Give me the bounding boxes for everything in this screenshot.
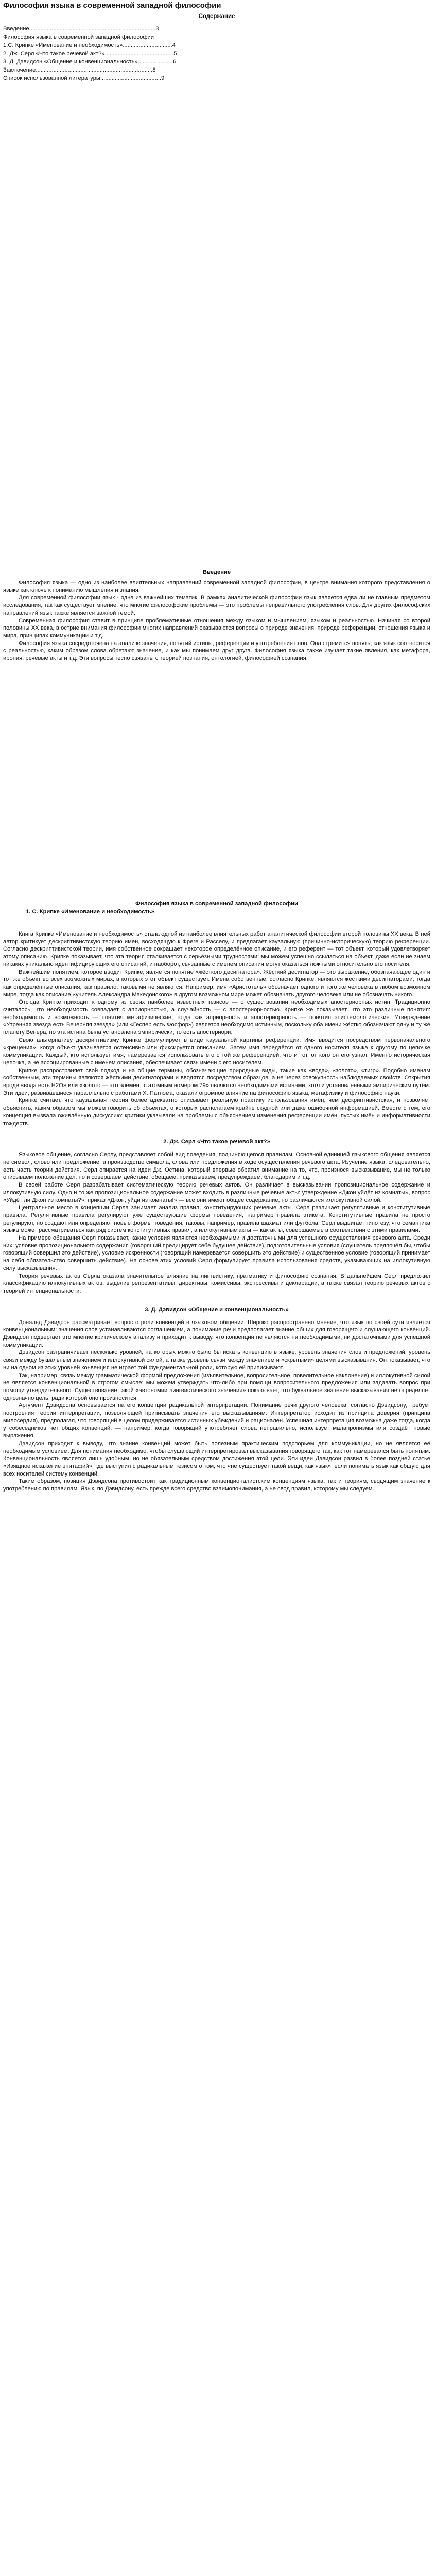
main-section (3, 901, 430, 1493)
toc-heading: Содержание (198, 13, 235, 20)
toc-entry: Философия языка в современной западной философии (3, 34, 154, 40)
paragraph: На примере обещания Серл показывает, какие условия являются необходимыми и достаточными для успешного осуществления речевого акта. Среди них: условие пропозиционального содержания (говорящий предицирует себе будущее действие), подготовительные условия (слушатель предпочёл бы, чтобы говорящий совершил это действие), условие искренности (говорящий намеревается совершить это действие) и существенное условие (говорящий принимает на себя обязательство совершить действие). На основе этих условий Серл формулирует правила использования средств, указывающих на иллокутивную силу высказывания. (3, 1235, 430, 1272)
intro-body (3, 579, 430, 663)
section-1-heading: 1. С. Крипке «Именование и необходимость» (26, 909, 154, 915)
paragraph: Свою альтернативу дескриптивизму Крипке формулирует в виде каузальной картины референции. Имя вводится посредством первоначального «крещения», когда объект указывается остенсивно или фиксируется описанием. Затем имя передаётся от одного носителя языка к другому по цепочке коммуникации. Каждый, кто использует имя, намеревается использовать его с той же референцией, что и тот, от кого он его узнал. Именно историческая цепочка, а не ассоциированные с именем описания, обеспечивает связь имени с его носителем. (3, 1037, 430, 1066)
toc-entry: Заключение.........................................................................8 (3, 67, 156, 73)
introduction-section (3, 569, 430, 663)
toc-entry: Список использованной литературы......................................9 (3, 75, 165, 81)
paragraph: Важнейшим понятием, которое вводит Крипке, является понятие «жёсткого десигнатора». Жёсткий десигнатор — это выражение, обозначающее один и тот же объект во всех возможных мирах, в которых этот объект существует. Имена собственные, согласно Крипке, являются жёсткими десигнаторами, тогда как определённые описания, как правило, таковыми не являются. Например, имя «Аристотель» обозначает одного и того же человека в любом возможном мире, тогда как описание «учитель Александра Македонского» в другом возможном мире может обозначать другого человека или не обозначать никого. (3, 969, 430, 998)
paragraph: Для современной философии язык - одна из важнейших тематик. В рамках аналитической философии язык является едва ли не главным предметом исследования, так как существует мнение, что многие философские проблемы — это проблемы неправильного употребления слов. Для других философских направлений язык также является важной темой. (3, 595, 430, 616)
main-heading: Философия языка в современной западной философии (135, 901, 298, 907)
paragraph: Философия языка сосредоточена на анализе значения, понятий истины, референции и употребления слов. Она стремится понять, как язык соотносится с реальностью, каким образом слова обретают значение, и как мы понимаем друг друга. Философия языка также изучает такие явления, как метафора, ирония, речевые акты и т.д. Эти вопросы тесно связаны с теорией познания, онтологией, философией сознания. (3, 640, 430, 662)
table-of-contents (3, 13, 430, 82)
paragraph: Философия языка — одно из наиболее влиятельных направлений современной западной философии, в центре внимания которого представления о языке как ключе к пониманию мышления и знания. (3, 580, 430, 594)
paragraph: Дональд Дэвидсон рассматривает вопрос о роли конвенций в языковом общении. Широко распространено мнение, что язык по своей сути является конвенциональным: значения слов устанавливаются соглашением, а понимание речи предполагает знание общих для говорящего и слушающего конвенций. Дэвидсон подвергает это мнение критическому анализу и приходит к выводу, что конвенции не являются ни необходимыми, ни достаточными для успешной коммуникации. (3, 1319, 430, 1348)
toc-entry: Введение...............................................................................3 (3, 26, 159, 32)
paragraph: Дэвидсон приходит к выводу, что знание конвенций может быть полезным практическим подспорьем для коммуникации, но не является её необходимым условием. Для понимания необходимо, чтобы слушающий интерпретировал высказывания говорящего так, как тот намеревался быть понятым. Конвенциональность является лишь удобным, но не обязательным средством достижения этой цели. Эти идеи Дэвидсон развил в более поздней статье «Изящное искажение эпитафий», где выступил с радикальным тезисом о том, что «не существует такой вещи, как язык», если понимать язык как общую для всех носителей систему конвенций. (3, 1440, 430, 1477)
page-title: Философия языка в современной западной философии (3, 1, 221, 10)
paragraph: Отсюда Крипке приходит к одному из своих наиболее известных тезисов — о существовании необходимых апостериорных истин. Традиционно считалось, что необходимость совпадает с априорностью, а случайность — с апостериорностью. Крипке же показывает, что это различные понятия: необходимость и возможность — понятия метафизические, тогда как априорность и апостериорность — понятия эпистемологические. Утверждение «Утренняя звезда есть Вечерняя звезда» (или «Геспер есть Фосфор») является необходимо истинным, поскольку оба имени жёстко обозначают одну и ту же планету Венера, но эта истина была установлена эмпирически, то есть апостериори. (3, 999, 430, 1036)
toc-entry: 1.С. Крипке «Именование и необходимость»...............................4 (3, 42, 176, 48)
toc-entry: 2. Дж. Серл «Что такое речевой акт?»...........................................5 (3, 50, 177, 57)
section-3-body (3, 1319, 430, 1493)
toc-entry: 3. Д. Дэвидсон «Общение и конвенциональность»......................6 (3, 59, 177, 65)
paragraph: Крипке распространяет свой подход и на общие термины, обозначающие природные виды, такие как «вода», «золото», «тигр». Подобно именам собственным, эти термины являются жёсткими десигнаторами и вводятся посредством образцов, а не через совокупность наблюдаемых свойств. Открытия вроде «вода есть H2O» или «золото — это элемент с атомным номером 79» являются необходимыми истинами, хотя и установленными эмпирическим путём. Эти идеи, развивавшиеся параллельно с работами Х. Патнэма, оказали огромное влияние на философию языка, метафизику и философию науки. (3, 1067, 430, 1096)
intro-heading: Введение (202, 569, 231, 575)
paragraph: Аргумент Дэвидсона основывается на его концепции радикальной интерпретации. Понимание речи другого человека, согласно Дэвидсону, требует построения теории интерпретации, позволяющей приписывать значения его высказываниям. Интерпретатор исходит из принципа доверия (принципа милосердия), предполагая, что говорящий в целом придерживается истинных убеждений и рационален. Успешная интерпретация возможна даже тогда, когда у собеседников нет общих конвенций, — например, когда говорящий употребляет слова неправильно, использует малапропизмы или создаёт новые выражения. (3, 1402, 430, 1439)
paragraph: Таким образом, позиция Дэвидсона противостоит как традиционным конвенционалистским концепциям языка, так и теориям, сводящим значение к употреблению по правилам. Язык, по Дэвидсону, есть прежде всего средство взаимопонимания, а не свод правил, которому мы следуем. (3, 1478, 430, 1493)
paragraph: В своей работе Серл разрабатывает систематическую теорию речевых актов. Он различает в высказывании пропозициональное содержание и иллокутивную силу. Одно и то же пропозициональное содержание может входить в различные речевые акты: утверждение «Джон уйдёт из комнаты», вопрос «Уйдёт ли Джон из комнаты?», приказ «Джон, уйди из комнаты!» — все они имеют общее содержание, но различаются иллокутивной силой. (3, 1182, 430, 1204)
section-2-body (3, 1151, 430, 1295)
section-3-heading: 3. Д. Дэвидсон «Общение и конвенциональность» (145, 1306, 289, 1313)
section-1-body (3, 930, 430, 1127)
paragraph: Дэвидсон разграничивает несколько уровней, на которых можно было бы искать конвенцию в языке: уровень значения слов и предложений, уровень связи между буквальным значением и иллокутивной силой, а также уровень связи между значением и «скрытыми» целями высказывания. Он показывает, что ни на одном из этих уровней конвенция не играет той фундаментальной роли, которую ей приписывают. (3, 1349, 430, 1371)
paragraph: Так, например, связь между грамматической формой предложения (изъявительное, вопросительное, повелительное наклонение) и иллокутивной силой не является конвенциональной в строгом смысле: мы можем утверждать что-либо при помощи вопросительного предложения или задавать вопрос при помощи утвердительного. Существование такой «автономии лингвистического значения» показывает, что буквальное значение высказывания не определяет однозначно цель, ради которой оно произносится. (3, 1372, 430, 1401)
paragraph: Книга Крипке «Именование и необходимость» стала одной из наиболее влиятельных работ аналитической философии второй половины ХХ века. В ней автор критикует дескриптивистскую теорию имен, восходящую к Фреге и Расселу, и предлагает каузальную (причинно-историческую) теорию референции. Согласно дескриптивистской теории, имя собственное сокращает некоторое определённое описание, и его референт — тот объект, который удовлетворяет этому описанию. Крипке показывает, что эта теория сталкивается с серьёзными трудностями: мы можем успешно ссылаться на объект, даже если не знаем никаких уникально идентифицирующих его описаний, и наоборот, связанные с именем описания могут оказаться ложными относительно его носителя. (3, 931, 430, 968)
paragraph: Центральное место в концепции Серла занимает анализ правил, конституирующих речевые акты. Серл различает регулятивные и конститутивные правила. Регулятивные правила регулируют уже существующие формы поведения, например правила этикета. Конститутивные правила не просто регулируют, но создают или определяют новые формы поведения; таковы, например, правила шахмат или футбола. Серл выдвигает гипотезу, что семантика языка может рассматриваться как ряд систем конститутивных правил, а иллокутивные акты — как акты, совершаемые в соответствии с этими правилами. (3, 1205, 430, 1234)
paragraph: Теория речевых актов Серла оказала значительное влияние на лингвистику, прагматику и философию сознания. В дальнейшем Серл предложил классификацию иллокутивных актов, выделив репрезентативы, директивы, комиссивы, экспрессивы и декларации, а также связал теорию речевых актов с теорией интенциональности. (3, 1273, 430, 1294)
paragraph: Языковое общение, согласно Серлу, представляет собой вид поведения, подчиняющегося правилам. Основной единицей языкового общения является не символ, слово или предложение, а производство символа, слова или предложения в ходе осуществления речевого акта. Изучение языка, следовательно, есть часть теории действия. Серл опирается на идеи Дж. Остина, который впервые обратил внимание на то, что, произнося высказывание, мы не только описываем положение дел, но и совершаем действие: обещаем, приказываем, предупреждаем, благодарим и т.д. (3, 1151, 430, 1181)
paragraph: Крипке считает, что каузальная теория более адекватно описывает реальную практику использования имён, чем дескриптивистская, и позволяет объяснить, каким образом мы можем говорить об объектах, о которых располагаем крайне скудной или даже ошибочной информацией. Вместе с тем, его концепция вызвала оживлённую дискуссию: критики указывали на проблемы с объяснением изменения референции имён, пустых имён и информативности тождеств. (3, 1097, 430, 1127)
paragraph: Современная философия ставит в принципе проблематичные отношения между языком и мышлением, языком и реальностью. Начиная со второй половины XX века, в острие внимания философии многих направлений оказываются вопросы о природе значения, природе референции, отношения языка и мира, принципах коммуникации и т.д. (3, 617, 430, 639)
toc-list (3, 25, 430, 82)
section-2-heading: 2. Дж. Серл «Что такое речевой акт?» (163, 1139, 270, 1145)
